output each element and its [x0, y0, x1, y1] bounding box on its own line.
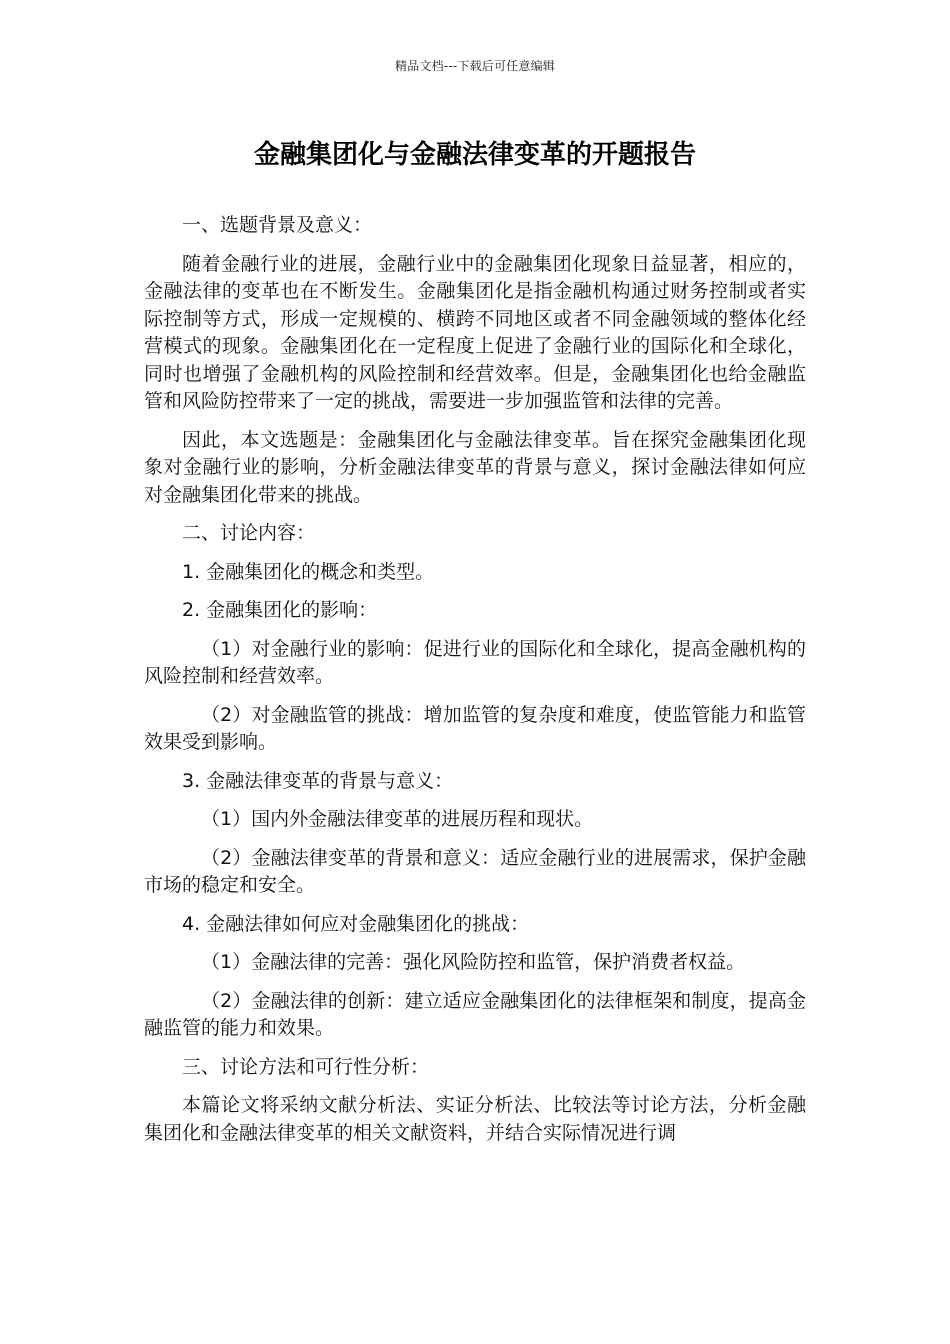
- sub-item-3-1: （1）国内外金融法律变革的进展历程和现状。: [201, 808, 594, 830]
- section-heading-background: 一、选题背景及意义：: [182, 214, 373, 236]
- document-body: [144, 212, 806, 1158]
- sub-item-4-1: （1）金融法律的完善：强化风险防控和监管，保护消费者权益。: [201, 951, 746, 973]
- list-item-3: 3. 金融法律变革的背景与意义：: [182, 769, 454, 792]
- list-item-1: 1. 金融集团化的概念和类型。: [182, 560, 435, 583]
- sub-item-2-2: （2）对金融监管的挑战：增加监管的复杂度和难度，使监管能力和监管效果受到影响。: [144, 703, 806, 753]
- sub-item-2-1: （1）对金融行业的影响：促进行业的国际化和全球化，提高金融机构的风险控制和经营效率。: [144, 637, 806, 687]
- paragraph-topic: 因此，本文选题是：金融集团化与金融法律变革。旨在探究金融集团化现象对金融行业的影响，分析金融法律变革的背景与意义，探讨金融法律如何应对金融集团化带来的挑战。: [144, 428, 806, 506]
- paragraph-background: 随着金融行业的进展，金融行业中的金融集团化现象日益显著，相应的，金融法律的变革也在不断发生。金融集团化是指金融机构通过财务控制或者实际控制等方式，形成一定规模的、横跨不同地区或者不同金融领域的整体化经营模式的现象。金融集团化在一定程度上促进了金融行业的国际化和全球化，同时也增强了金融机构的风险控制和经营效率。但是，金融集团化也给金融监管和风险防控带来了一定的挑战，需要进一步加强监管和法律的完善。: [144, 252, 806, 412]
- sub-item-4-2: （2）金融法律的创新：建立适应金融集团化的法律框架和制度，提高金融监管的能力和效果。: [144, 989, 806, 1039]
- sub-item-3-2: （2）金融法律变革的背景和意义：适应金融行业的进展需求，保护金融市场的稳定和安全。: [144, 846, 806, 896]
- document-title: 金融集团化与金融法律变革的开题报告: [253, 140, 696, 170]
- list-item-2: 2. 金融集团化的影响：: [182, 599, 378, 621]
- section-heading-method: 三、讨论方法和可行性分析：: [182, 1055, 430, 1078]
- section-heading-content: 二、讨论内容：: [182, 522, 316, 544]
- header-note: 精品文档---下载后可任意编辑: [395, 59, 555, 73]
- paragraph-method: 本篇论文将采纳文献分析法、实证分析法、比较法等讨论方法，分析金融集团化和金融法律变革的相关文献资料，并结合实际情况进行调: [144, 1094, 806, 1144]
- list-item-4: 4. 金融法律如何应对金融集团化的挑战：: [182, 912, 530, 935]
